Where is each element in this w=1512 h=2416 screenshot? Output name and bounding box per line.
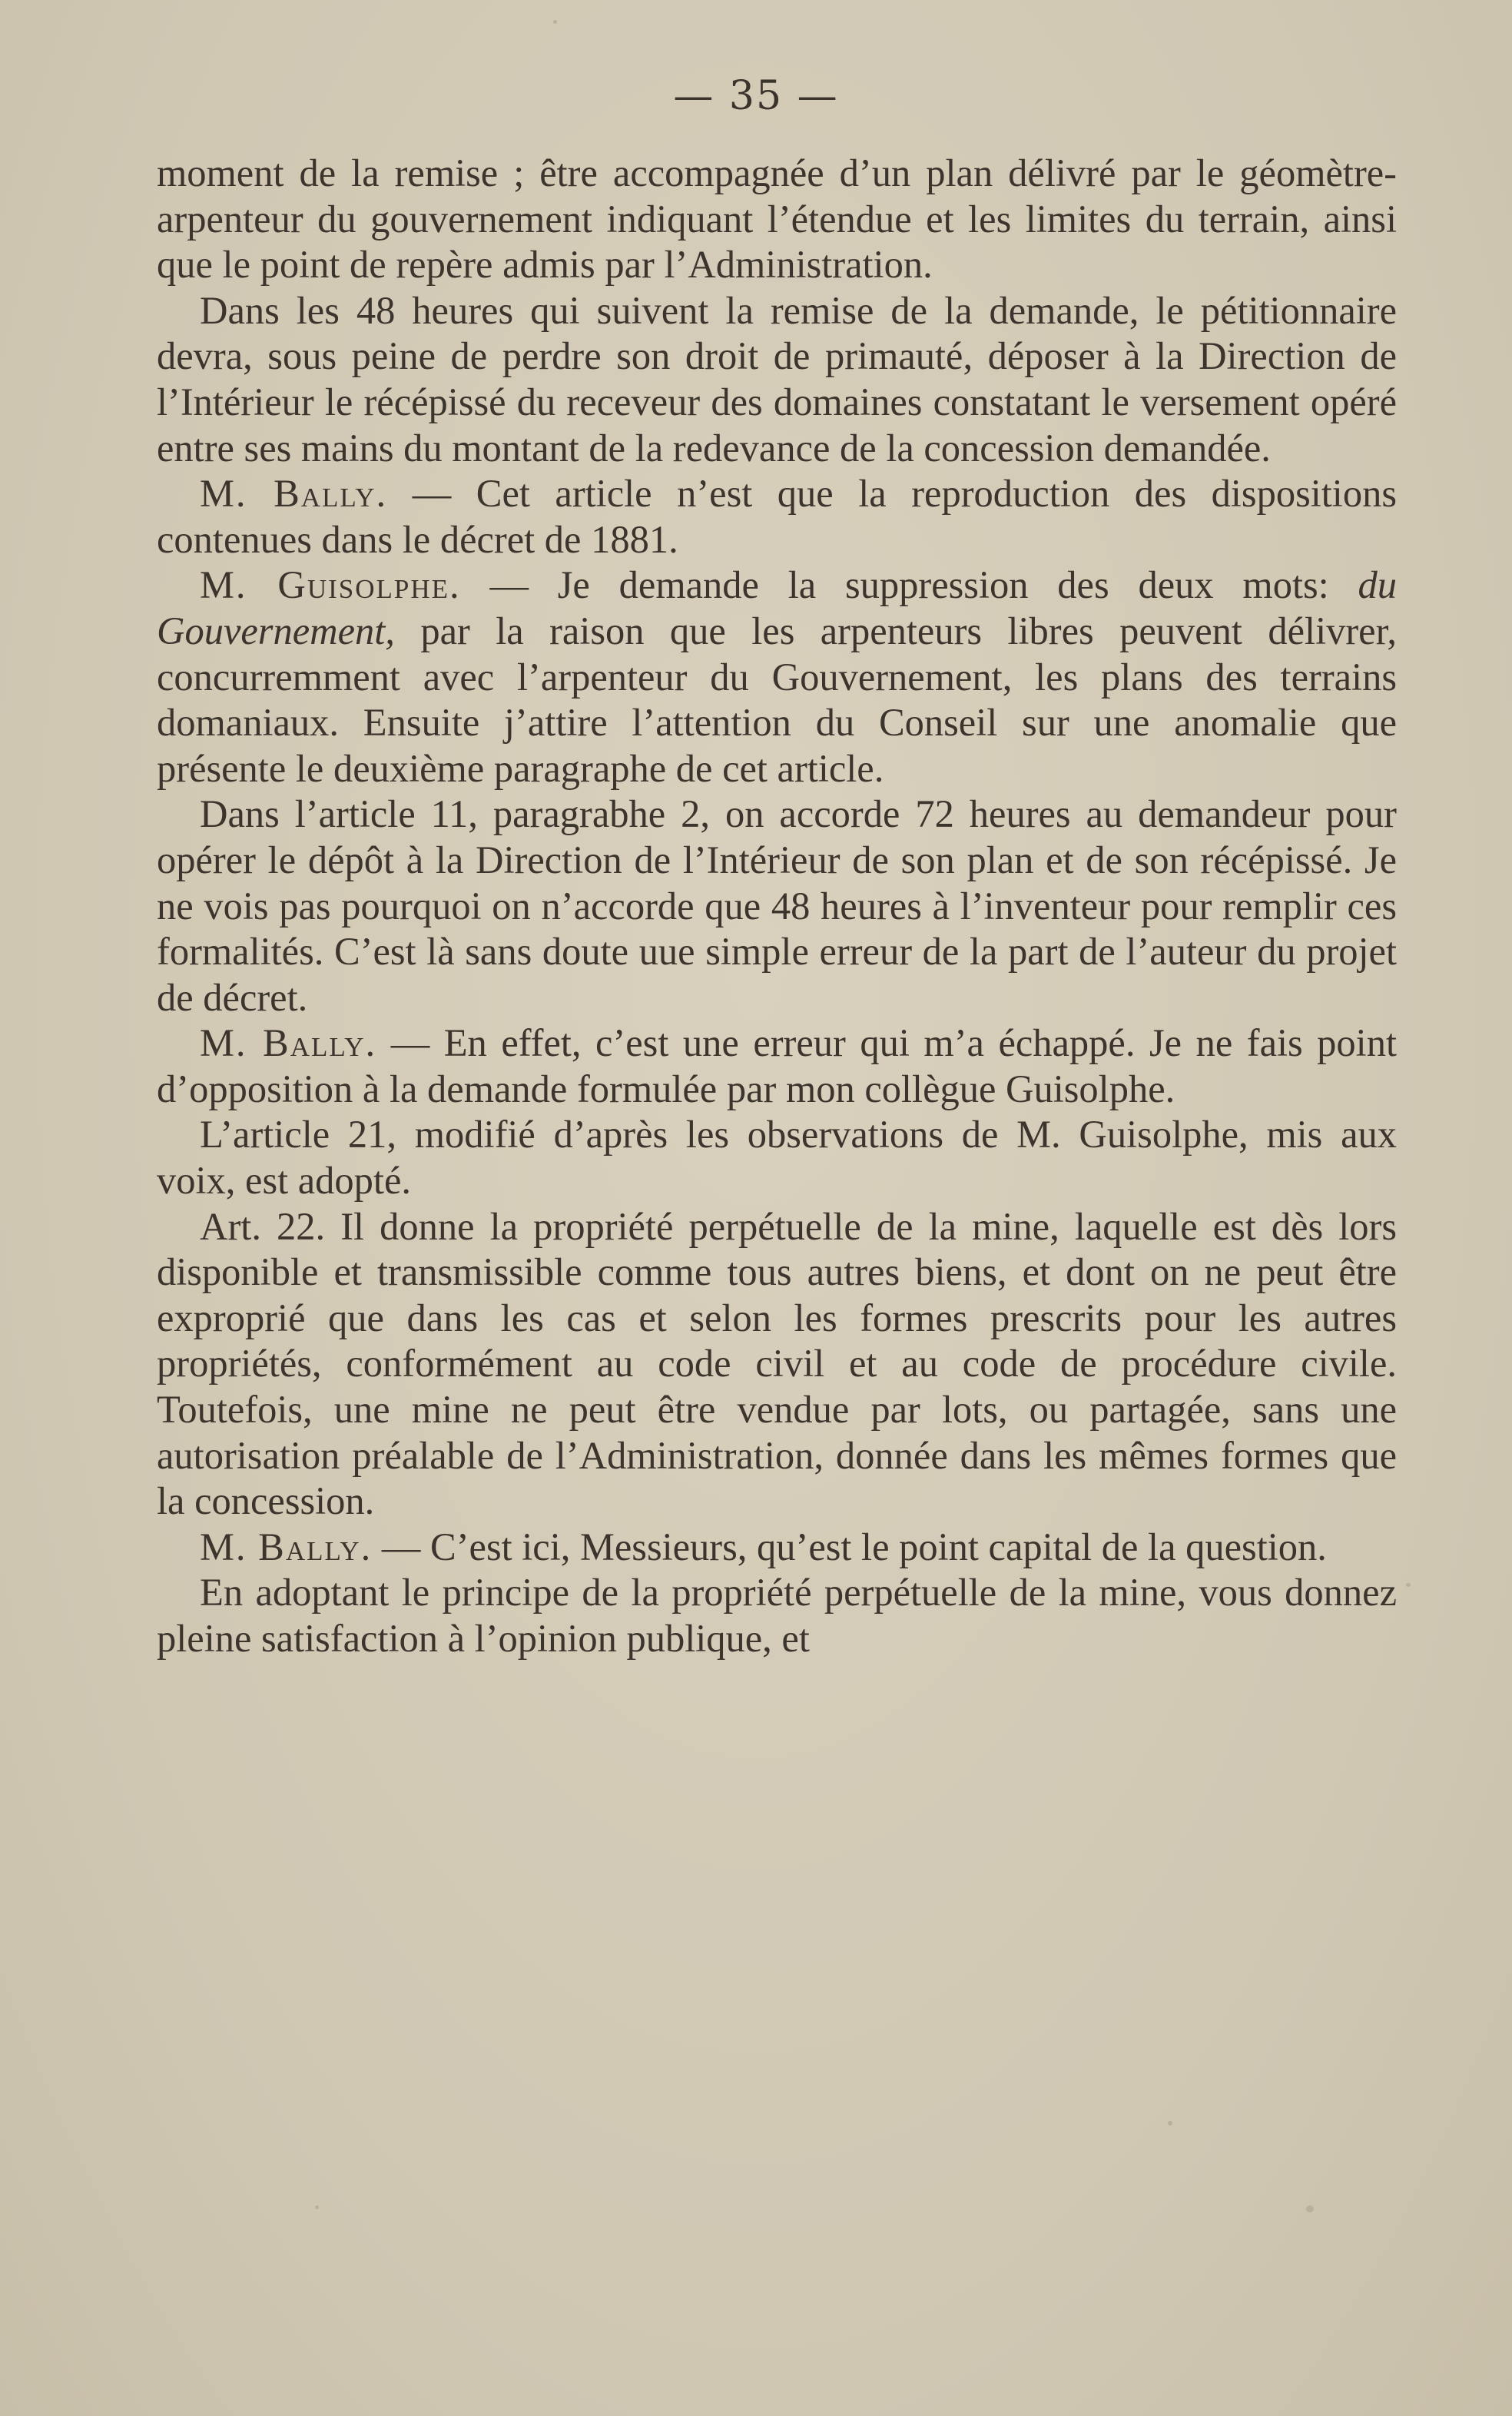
paper-speck xyxy=(315,2205,319,2209)
page-number: — 35 — xyxy=(673,73,839,119)
paper-speck xyxy=(553,20,557,24)
speech-text: — C’est ici, Messieurs, qu’est le point capital de la question. xyxy=(372,1525,1327,1568)
speech-text: — Cet article n’est que la reproduction des dispositions contenues dans le décret de 1881. xyxy=(157,472,1397,561)
paragraph-10: En adoptant le principe de la propriété perpétuelle de la mine, vous donnez pleine satisfaction à l’opinion publique, et xyxy=(157,1571,1397,1660)
speech-text: — En effet, c’est une erreur qui m’a échappé. Je ne fais point d’opposition à la demande formulée par mon collègue Guisolphe. xyxy=(157,1021,1397,1110)
speaker-name: M. Bally. xyxy=(200,1525,373,1568)
paper-speck xyxy=(1306,2205,1314,2212)
speech-text: par la raison que les arpenteurs libres peuvent délivrer, concurremment avec l’arpenteur du Gouvernement, les plans des terrains domaniaux. Ensuite j’attire l’attention du Conseil sur une anomalie que présente le deuxième paragraphe de cet article. xyxy=(157,609,1397,790)
speaker-name: M. Bally. xyxy=(200,1021,377,1065)
paper-speck xyxy=(1168,2121,1172,2126)
paragraph-3 xyxy=(157,471,1397,563)
paragraph-9 xyxy=(157,1525,1397,1571)
paragraph-1: moment de la remise ; être accompagnée d’un plan délivré par le géomètre-arpenteur du gouvernement indiquant l’étendue et les limites du terrain, ainsi que le point de repère admis par l’Administration. xyxy=(157,151,1397,287)
paragraph-7: L’article 21, modifié d’après les observations de M. Guisolphe, mis aux voix, est adopté. xyxy=(157,1113,1397,1203)
paragraph-8: Art. 22. Il donne la propriété perpétuelle de la mine, laquelle est dès lors disponible et transmissible comme tous autres biens, et dont on ne peut être exproprié que dans les cas et selon les formes prescrits pour les autres propriétés, conformément au code civil et au code de procédure civile. Toutefois, une mine ne peut être vendue par lots, ou partagée, sans une autorisation préalable de l’Administration, donnée dans les mêmes formes que la concession. xyxy=(157,1204,1397,1523)
paragraph-6 xyxy=(157,1020,1397,1112)
speaker-name: M. Guisolphe. xyxy=(200,563,461,607)
italic-quote: du Gouvernement, xyxy=(157,563,1398,652)
speaker-name: M. Bally. xyxy=(200,472,388,516)
body-text xyxy=(157,151,1397,1662)
paper-speck xyxy=(1406,1583,1411,1587)
paragraph-4 xyxy=(157,563,1397,792)
speech-text: — Je demande la suppression des deux mots: xyxy=(460,563,1358,607)
paragraph-5: Dans l’article 11, paragrabhe 2, on accorde 72 heures au demandeur pour opérer le dépôt à la Direction de l’Intérieur de son plan et de son récépissé. Je ne vois pas pourquoi on n’accorde que 48 heures à l’inventeur pour remplir ces formalités. C’est là sans doute uue simple erreur de la part de l’auteur du projet de décret. xyxy=(157,792,1397,1019)
paragraph-2: Dans les 48 heures qui suivent la remise de la demande, le pétitionnaire devra, sous peine de perdre son droit de primauté, déposer à la Direction de l’Intérieur le récépissé du receveur des domaines constatant le versement opéré entre ses mains du montant de la redevance de la concession demandée. xyxy=(157,288,1397,470)
